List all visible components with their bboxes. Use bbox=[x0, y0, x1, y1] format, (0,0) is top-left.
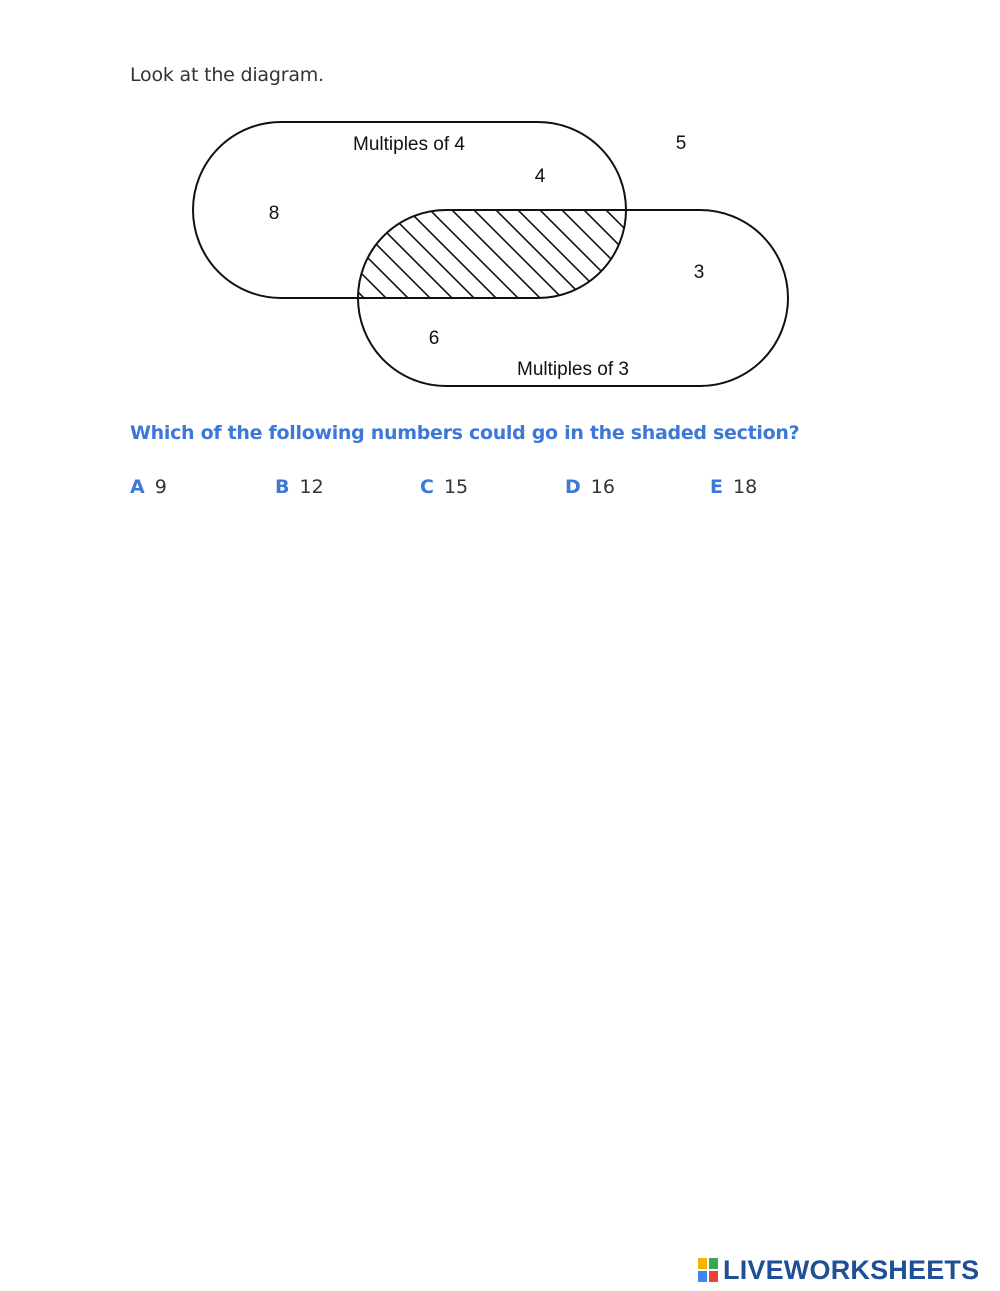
option-value: 9 bbox=[154, 476, 167, 498]
set-b-label: Multiples of 3 bbox=[517, 359, 629, 380]
b-only-value: 6 bbox=[428, 328, 440, 349]
option-d[interactable] bbox=[565, 476, 615, 498]
answer-options bbox=[130, 476, 830, 500]
option-letter: C bbox=[420, 476, 434, 498]
option-letter: B bbox=[275, 476, 290, 498]
option-value: 18 bbox=[732, 476, 758, 498]
b-only-value: 3 bbox=[693, 262, 705, 283]
outside-value: 5 bbox=[675, 133, 687, 154]
intro-text: Look at the diagram. bbox=[130, 64, 324, 86]
option-value: 12 bbox=[299, 476, 324, 498]
option-value: 15 bbox=[443, 476, 469, 498]
logo-text: LIVEWORKSHEETS bbox=[723, 1254, 980, 1285]
a-only-value: 8 bbox=[268, 203, 280, 224]
option-b[interactable] bbox=[275, 476, 324, 498]
venn-diagram bbox=[0, 0, 1000, 420]
option-c[interactable] bbox=[420, 476, 468, 498]
option-e[interactable] bbox=[710, 476, 757, 498]
option-value: 16 bbox=[590, 476, 615, 498]
a-only-value: 4 bbox=[534, 166, 546, 187]
liveworksheets-logo bbox=[697, 1255, 979, 1285]
option-a[interactable] bbox=[130, 476, 167, 498]
logo-mark-icon bbox=[697, 1257, 719, 1283]
option-letter: A bbox=[130, 476, 145, 498]
option-letter: D bbox=[565, 476, 581, 498]
set-a-label: Multiples of 4 bbox=[353, 134, 465, 155]
option-letter: E bbox=[710, 476, 723, 498]
question-text: Which of the following numbers could go in the shaded section? bbox=[130, 422, 800, 444]
